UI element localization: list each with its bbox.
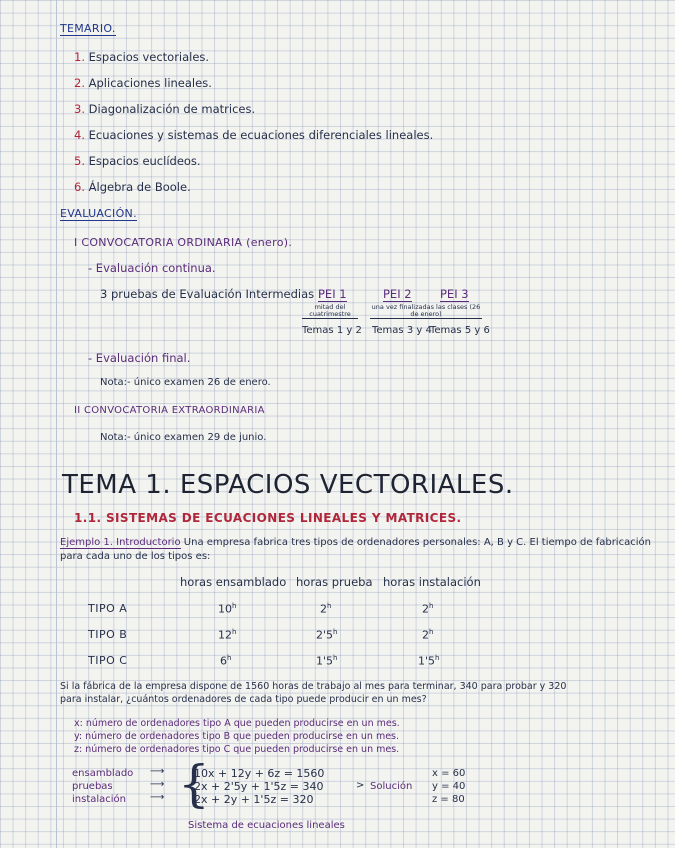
evaluacion-heading: EVALUACIÓN. <box>60 207 137 220</box>
label-ensamblado: ensamblado <box>72 768 134 779</box>
table-cell: 12$^h$ <box>218 628 237 642</box>
temario-item-4 <box>74 128 433 142</box>
pei2-temas: Temas 3 y 4 <box>372 325 432 336</box>
label-instalacion: instalación <box>72 794 127 805</box>
pei2-when: una vez finalizadas las clases (26 de enero) <box>371 303 481 318</box>
item-text: Aplicaciones lineales. <box>88 76 212 90</box>
column-header-ensamblado: horas ensamblado <box>180 575 287 589</box>
row-label-tipo-a: TIPO A <box>88 602 128 615</box>
table-cell: 2'5$^h$ <box>316 628 338 642</box>
ejemplo-label: Ejemplo 1. Introductorio <box>60 537 181 548</box>
label-pruebas: pruebas <box>72 781 113 792</box>
evaluacion-continua: - Evaluación continua. <box>88 261 216 275</box>
table-cell: 6$^h$ <box>220 654 232 668</box>
pei3-label: PEI 3 <box>440 287 469 301</box>
ejemplo-line-1 <box>60 537 651 548</box>
ejemplo-line-2: para cada uno de los tipos es: <box>60 551 211 562</box>
nota-junio: Nota:- único examen 29 de junio. <box>100 432 267 443</box>
table-cell: 1'5$^h$ <box>316 654 338 668</box>
nota-enero: Nota:- único examen 26 de enero. <box>100 377 271 388</box>
table-cell: 2$^h$ <box>320 602 332 616</box>
solution-x: x = 60 <box>432 768 466 779</box>
system-caption: Sistema de ecuaciones lineales <box>188 820 345 831</box>
item-number: 2. <box>74 76 85 90</box>
temario-item-3 <box>74 102 255 116</box>
var-y: y: número de ordenadores tipo B que pueden producirse en un mes. <box>74 731 400 742</box>
solution-y: y = 40 <box>432 781 466 792</box>
item-number: 5. <box>74 154 85 168</box>
tema-title: TEMA 1. ESPACIOS VECTORIALES. <box>62 470 514 500</box>
temario-item-2 <box>74 76 212 90</box>
equation-3: 2x + 2y + 1'5z = 320 <box>194 793 314 806</box>
item-text: Diagonalización de matrices. <box>88 102 256 116</box>
column-header-instalacion: horas instalación <box>383 575 481 589</box>
pei2-label: PEI 2 <box>383 287 412 301</box>
temario-item-5 <box>74 154 201 168</box>
implies-icon: > <box>356 780 365 791</box>
question-line-2: para instalar, ¿cuántos ordenadores de cada tipo puede producir en un mes? <box>60 694 427 705</box>
evaluacion-final: - Evaluación final. <box>88 351 191 365</box>
convocatoria-extraordinaria: II CONVOCATORIA EXTRAORDINARIA <box>74 405 265 416</box>
temario-heading: TEMARIO. <box>60 22 116 35</box>
item-text: Espacios euclídeos. <box>88 154 201 168</box>
row-label-tipo-c: TIPO C <box>88 654 128 667</box>
var-x: x: número de ordenadores tipo A que pueden producirse en un mes. <box>74 718 400 729</box>
solucion-label: Solución <box>370 781 413 792</box>
column-header-prueba: horas prueba <box>296 575 373 589</box>
item-number: 3. <box>74 102 85 116</box>
item-text: Ecuaciones y sistemas de ecuaciones diferenciales lineales. <box>88 128 434 142</box>
arrow-icon: ⟶ <box>150 779 165 790</box>
item-number: 1. <box>74 50 85 64</box>
item-text: Álgebra de Boole. <box>88 180 191 194</box>
pruebas-text: 3 pruebas de Evaluación Intermedias : <box>100 287 322 301</box>
tema-subtitle: 1.1. SISTEMAS DE ECUACIONES LINEALES Y MATRICES. <box>74 511 462 525</box>
row-label-tipo-b: TIPO B <box>88 628 128 641</box>
arrow-icon: ⟶ <box>150 792 165 803</box>
pei1-temas: Temas 1 y 2 <box>302 325 362 336</box>
var-z: z: número de ordenadores tipo C que pueden producirse en un mes. <box>74 744 400 755</box>
arrow-icon: ⟶ <box>150 766 165 777</box>
pei1-label: PEI 1 <box>318 287 347 301</box>
table-cell: 10$^h$ <box>218 602 237 616</box>
ejemplo-text: Una empresa fabrica tres tipos de ordenadores personales: A, B y C. El tiempo de fabricación <box>183 537 651 548</box>
table-cell: 2$^h$ <box>422 602 434 616</box>
margin-line <box>56 0 57 848</box>
table-cell: 1'5$^h$ <box>418 654 440 668</box>
equation-1: 10x + 12y + 6z = 1560 <box>194 767 325 780</box>
equation-2: 2x + 2'5y + 1'5z = 340 <box>194 780 324 793</box>
item-text: Espacios vectoriales. <box>88 50 210 64</box>
temario-item-6 <box>74 180 191 194</box>
left-brace-icon: { <box>178 755 210 813</box>
temario-item-1 <box>74 50 209 64</box>
solution-z: z = 80 <box>432 794 465 805</box>
item-number: 4. <box>74 128 85 142</box>
pei3-temas: Temas 5 y 6 <box>430 325 490 336</box>
question-line-1: Si la fábrica de la empresa dispone de 1560 horas de trabajo al mes para terminar, 340 para probar y 320 <box>60 681 567 692</box>
item-number: 6. <box>74 180 85 194</box>
table-cell: 2$^h$ <box>422 628 434 642</box>
convocatoria-ordinaria: I CONVOCATORIA ORDINARIA (enero). <box>74 236 293 249</box>
pei1-when: mitad del cuatrimestre <box>302 304 358 319</box>
